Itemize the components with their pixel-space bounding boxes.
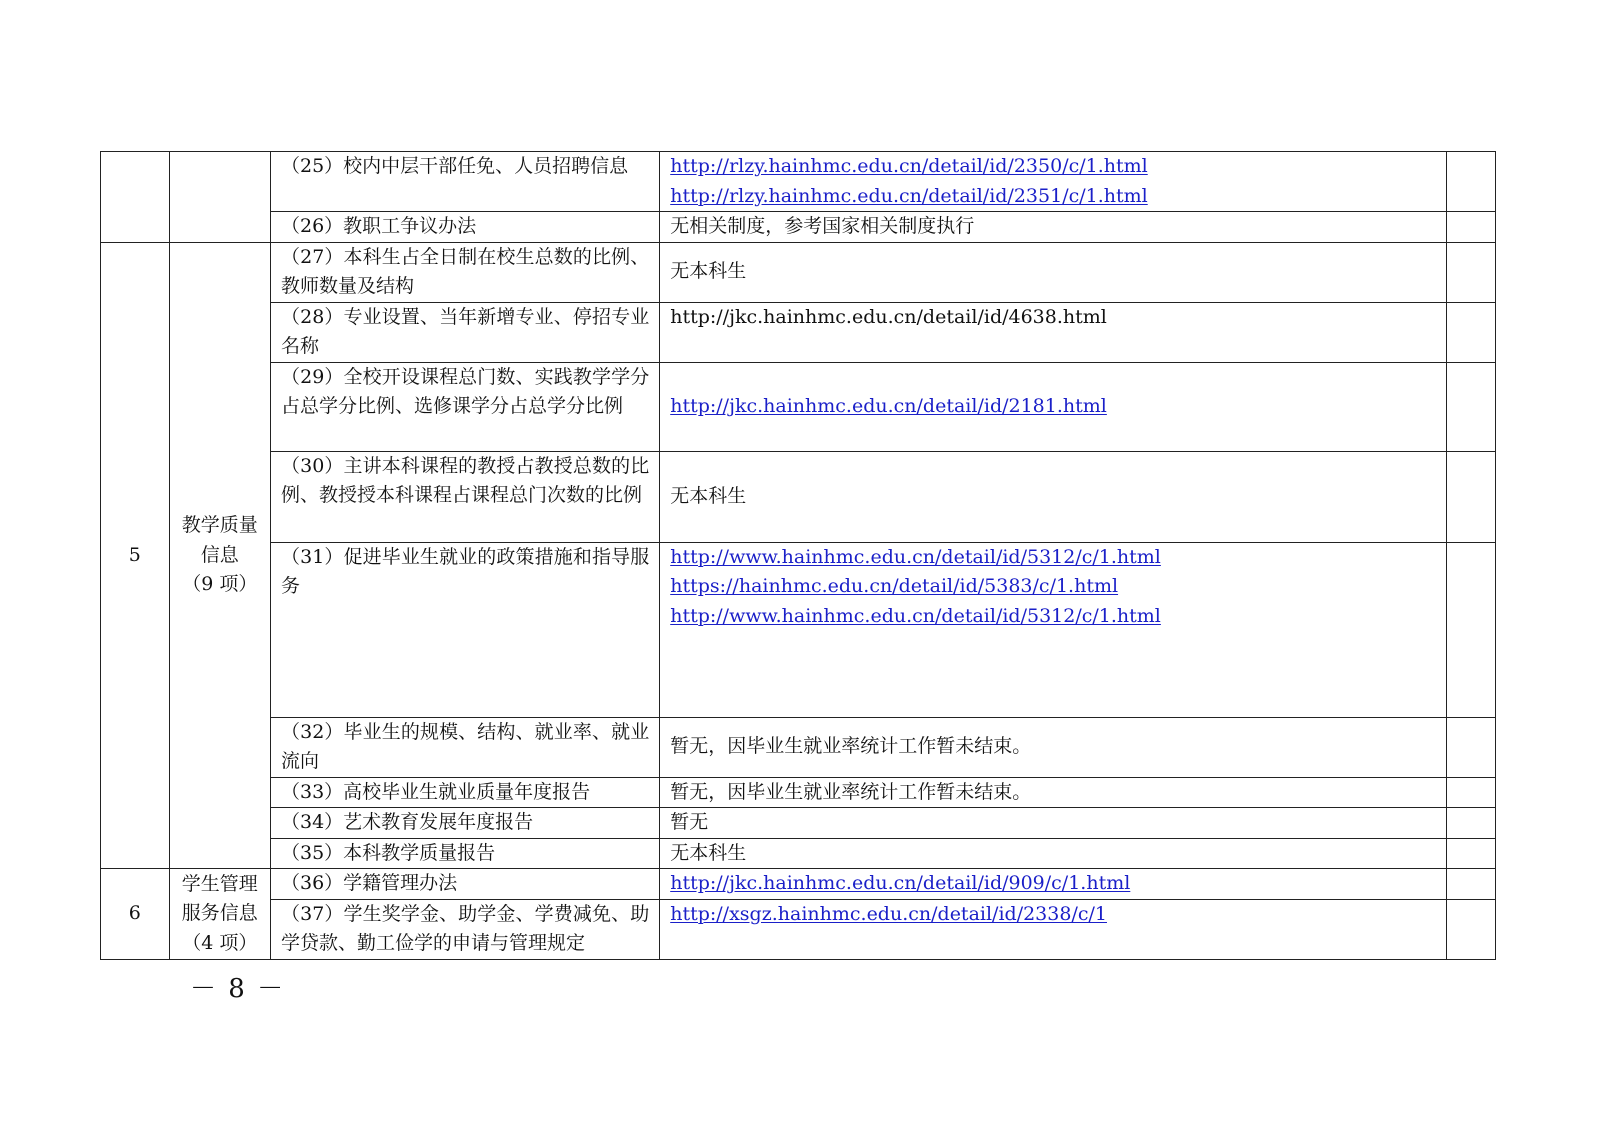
item-cell: （34）艺术教育发展年度报告: [271, 808, 660, 839]
content-cell: 无本科生: [660, 451, 1447, 542]
remark-cell: [1446, 717, 1495, 777]
table-row: [101, 717, 1496, 777]
item-cell: （36）学籍管理办法: [271, 869, 660, 900]
item-cell: （26）教职工争议办法: [271, 212, 660, 243]
url-link[interactable]: http://www.hainhmc.edu.cn/detail/id/5312/c/1.html: [670, 545, 1161, 568]
content-cell: 无本科生: [660, 242, 1447, 302]
remark-cell: [1446, 838, 1495, 869]
table-row: [101, 302, 1496, 362]
item-cell: （30）主讲本科课程的教授占教授总数的比例、教授授本科课程占课程总门次数的比例: [271, 451, 660, 542]
table-row: [101, 808, 1496, 839]
disclosure-table: [100, 151, 1496, 960]
table-row: [101, 451, 1496, 542]
group-number-cell: 5: [101, 242, 170, 869]
group-category-cell: [169, 152, 270, 243]
url-text: http://jkc.hainhmc.edu.cn/detail/id/4638.html: [670, 305, 1107, 328]
table-row: [101, 542, 1496, 717]
group-category-cell: [169, 242, 270, 869]
url-link[interactable]: http://jkc.hainhmc.edu.cn/detail/id/2181.html: [670, 394, 1107, 417]
url-link[interactable]: http://jkc.hainhmc.edu.cn/detail/id/909/c/1.html: [670, 872, 1131, 894]
url-cell: [660, 899, 1447, 959]
url-cell: [660, 542, 1447, 717]
group-number-cell: [101, 152, 170, 243]
remark-cell: [1446, 542, 1495, 717]
remark-cell: [1446, 777, 1495, 808]
url-link[interactable]: http://rlzy.hainhmc.edu.cn/detail/id/2350/c/1.html: [670, 155, 1148, 177]
url-cell: [660, 152, 1447, 212]
url-link[interactable]: http://rlzy.hainhmc.edu.cn/detail/id/2351/c/1.html: [670, 184, 1148, 207]
content-cell: 暂无: [660, 808, 1447, 839]
table-row: [101, 242, 1496, 302]
content-cell: [660, 302, 1447, 362]
url-cell: [660, 362, 1447, 451]
url-link[interactable]: https://hainhmc.edu.cn/detail/id/5383/c/1.html: [670, 575, 1119, 597]
category-count: （4 项）: [182, 931, 258, 954]
group-number-cell: 6: [101, 869, 170, 960]
item-cell: （29）全校开设课程总门数、实践教学学分占总学分比例、选修课学分占总学分比例: [271, 362, 660, 451]
table-row: [101, 869, 1496, 900]
url-link[interactable]: http://www.hainhmc.edu.cn/detail/id/5312/c/1.html: [670, 604, 1161, 627]
table-row: [101, 212, 1496, 243]
remark-cell: [1446, 451, 1495, 542]
url-cell: [660, 869, 1447, 900]
content-cell: 暂无，因毕业生就业率统计工作暂未结束。: [660, 777, 1447, 808]
remark-cell: [1446, 152, 1495, 212]
table-row: [101, 899, 1496, 959]
remark-cell: [1446, 899, 1495, 959]
remark-cell: [1446, 212, 1495, 243]
url-link[interactable]: http://xsgz.hainhmc.edu.cn/detail/id/2338/c/1: [670, 902, 1107, 925]
category-label: 信息: [200, 543, 239, 566]
page-number: － 8 －: [190, 974, 286, 1004]
category-label: 服务信息: [181, 902, 258, 924]
table-row: [101, 362, 1496, 451]
table-row: [101, 777, 1496, 808]
remark-cell: [1446, 362, 1495, 451]
item-cell: （27）本科生占全日制在校生总数的比例、教师数量及结构: [271, 242, 660, 302]
group-category-cell: [169, 869, 270, 960]
content-cell: 无相关制度，参考国家相关制度执行: [660, 212, 1447, 243]
item-cell: （32）毕业生的规模、结构、就业率、就业流向: [271, 717, 660, 777]
remark-cell: [1446, 302, 1495, 362]
category-count: （9 项）: [182, 573, 258, 595]
item-cell: （31）促进毕业生就业的政策措施和指导服务: [271, 542, 660, 717]
category-label: 学生管理: [181, 872, 258, 895]
table-row: [101, 152, 1496, 212]
table-row: [101, 838, 1496, 869]
item-cell: （25）校内中层干部任免、人员招聘信息: [271, 152, 660, 212]
content-cell: 暂无，因毕业生就业率统计工作暂未结束。: [660, 717, 1447, 777]
item-cell: （35）本科教学质量报告: [271, 838, 660, 869]
remark-cell: [1446, 242, 1495, 302]
item-cell: （28）专业设置、当年新增专业、停招专业名称: [271, 302, 660, 362]
content-cell: 无本科生: [660, 838, 1447, 869]
item-cell: （33）高校毕业生就业质量年度报告: [271, 777, 660, 808]
remark-cell: [1446, 808, 1495, 839]
remark-cell: [1446, 869, 1495, 900]
item-cell: （37）学生奖学金、助学金、学费减免、助学贷款、勤工俭学的申请与管理规定: [271, 899, 660, 959]
category-label: 教学质量: [181, 514, 258, 536]
